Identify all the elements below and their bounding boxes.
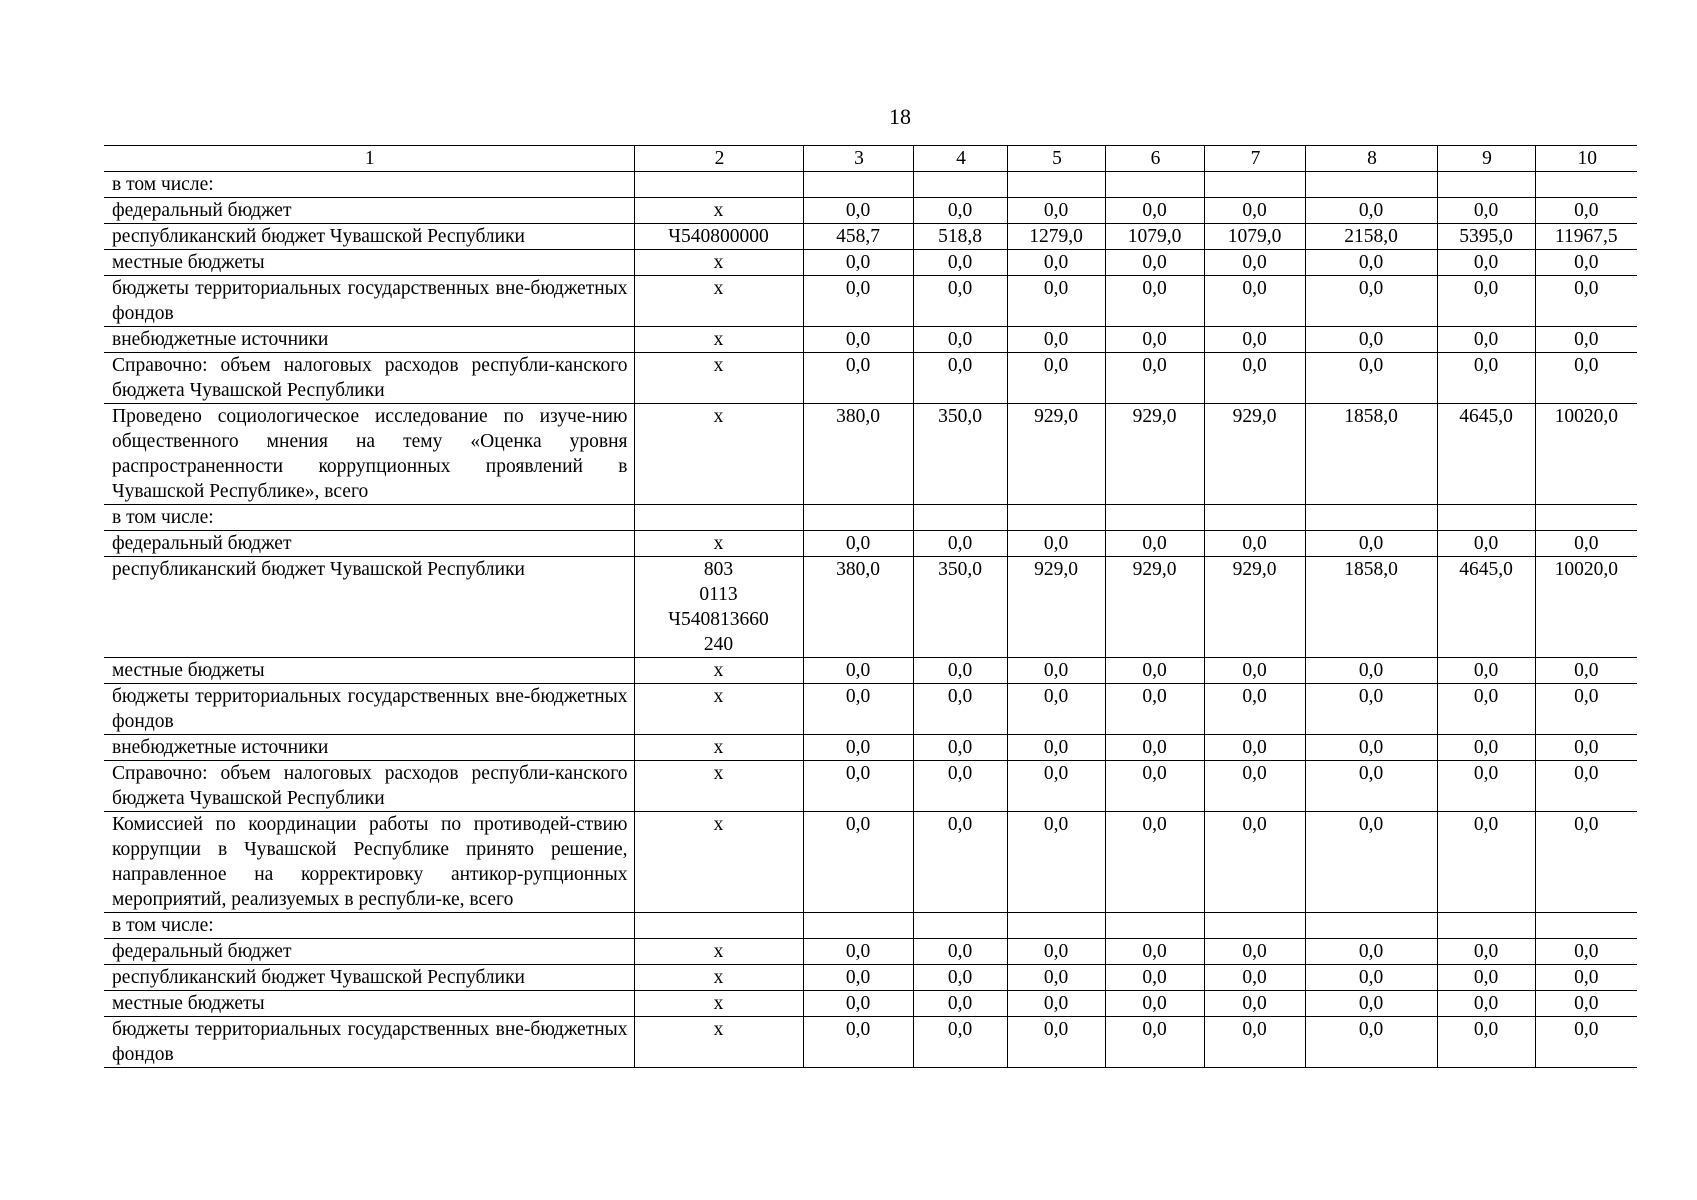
value-cell: 0,0 xyxy=(1305,761,1437,812)
value-cell: 0,0 xyxy=(1535,965,1637,991)
value-cell: 929,0 xyxy=(1007,404,1105,505)
value-cell: 0,0 xyxy=(1204,353,1305,404)
column-header: 9 xyxy=(1437,146,1535,172)
value-cell: 0,0 xyxy=(1535,327,1637,353)
row-label: Комиссией по координации работы по противодей-ствию коррупции в Чувашской Республике принято решение, направленное на корректировку антикор-рупционных мероприятий, реализуемых в республи-ке, всего xyxy=(104,812,634,913)
value-cell: 0,0 xyxy=(1535,735,1637,761)
column-header: 2 xyxy=(634,146,803,172)
value-cell: 0,0 xyxy=(1105,812,1204,913)
value-cell: 0,0 xyxy=(913,276,1007,327)
value-cell: 0,0 xyxy=(1105,327,1204,353)
value-cell: 0,0 xyxy=(1535,198,1637,224)
table-row xyxy=(104,761,1637,812)
budget-code: х xyxy=(634,404,803,505)
row-label: федеральный бюджет xyxy=(104,939,634,965)
value-cell xyxy=(1007,505,1105,531)
value-cell: 380,0 xyxy=(803,404,913,505)
value-cell: 518,8 xyxy=(913,224,1007,250)
value-cell: 0,0 xyxy=(913,684,1007,735)
value-cell: 0,0 xyxy=(803,531,913,557)
value-cell: 0,0 xyxy=(1305,684,1437,735)
budget-code: х xyxy=(634,327,803,353)
value-cell: 0,0 xyxy=(803,250,913,276)
value-cell: 0,0 xyxy=(1007,812,1105,913)
value-cell: 0,0 xyxy=(913,198,1007,224)
value-cell: 0,0 xyxy=(1007,965,1105,991)
value-cell: 0,0 xyxy=(1007,327,1105,353)
budget-code xyxy=(634,505,803,531)
value-cell xyxy=(1535,913,1637,939)
value-cell: 0,0 xyxy=(803,198,913,224)
value-cell: 0,0 xyxy=(803,327,913,353)
value-cell: 0,0 xyxy=(1535,939,1637,965)
table-row xyxy=(104,1017,1637,1068)
value-cell: 1279,0 xyxy=(1007,224,1105,250)
value-cell: 0,0 xyxy=(803,812,913,913)
column-header: 8 xyxy=(1305,146,1437,172)
row-label: внебюджетные источники xyxy=(104,735,634,761)
column-header: 3 xyxy=(803,146,913,172)
table-row xyxy=(104,505,1637,531)
budget-code: х xyxy=(634,198,803,224)
row-label: федеральный бюджет xyxy=(104,198,634,224)
value-cell xyxy=(803,505,913,531)
value-cell: 0,0 xyxy=(1204,250,1305,276)
value-cell: 0,0 xyxy=(803,276,913,327)
table-row xyxy=(104,353,1637,404)
value-cell xyxy=(1437,913,1535,939)
value-cell: 10020,0 xyxy=(1535,404,1637,505)
value-cell: 0,0 xyxy=(1437,276,1535,327)
value-cell: 0,0 xyxy=(1204,1017,1305,1068)
value-cell: 0,0 xyxy=(1105,353,1204,404)
page-number: 18 xyxy=(889,104,911,129)
column-header: 7 xyxy=(1204,146,1305,172)
value-cell: 0,0 xyxy=(1105,965,1204,991)
value-cell: 0,0 xyxy=(1535,991,1637,1017)
value-cell: 0,0 xyxy=(1305,965,1437,991)
value-cell: 0,0 xyxy=(1007,531,1105,557)
value-cell xyxy=(1204,172,1305,198)
value-cell xyxy=(1007,172,1105,198)
value-cell: 2158,0 xyxy=(1305,224,1437,250)
budget-code: х xyxy=(634,276,803,327)
value-cell: 1858,0 xyxy=(1305,404,1437,505)
value-cell: 0,0 xyxy=(1007,276,1105,327)
value-cell: 0,0 xyxy=(1007,735,1105,761)
value-cell: 4645,0 xyxy=(1437,404,1535,505)
table-header-row xyxy=(104,146,1637,172)
value-cell xyxy=(1437,505,1535,531)
value-cell: 0,0 xyxy=(1535,353,1637,404)
value-cell xyxy=(1105,913,1204,939)
budget-table xyxy=(104,145,1637,1068)
budget-code: х xyxy=(634,735,803,761)
value-cell: 458,7 xyxy=(803,224,913,250)
row-label: бюджеты территориальных государственных вне-бюджетных фондов xyxy=(104,684,634,735)
value-cell: 0,0 xyxy=(1204,276,1305,327)
value-cell: 0,0 xyxy=(1105,939,1204,965)
value-cell: 0,0 xyxy=(1437,353,1535,404)
budget-code: Ч540800000 xyxy=(634,224,803,250)
table-row xyxy=(104,684,1637,735)
value-cell: 0,0 xyxy=(913,327,1007,353)
column-header: 6 xyxy=(1105,146,1204,172)
row-label: в том числе: xyxy=(104,913,634,939)
value-cell: 0,0 xyxy=(913,735,1007,761)
value-cell: 11967,5 xyxy=(1535,224,1637,250)
row-label: внебюджетные источники xyxy=(104,327,634,353)
value-cell: 0,0 xyxy=(1204,939,1305,965)
row-label: в том числе: xyxy=(104,172,634,198)
value-cell: 380,0 xyxy=(803,557,913,658)
value-cell: 0,0 xyxy=(803,684,913,735)
value-cell: 929,0 xyxy=(1105,404,1204,505)
value-cell: 0,0 xyxy=(1105,531,1204,557)
table-row xyxy=(104,658,1637,684)
row-label: Справочно: объем налоговых расходов республи-канского бюджета Чувашской Республики xyxy=(104,761,634,812)
budget-code: х xyxy=(634,761,803,812)
row-label: Справочно: объем налоговых расходов республи-канского бюджета Чувашской Республики xyxy=(104,353,634,404)
table-row xyxy=(104,939,1637,965)
value-cell: 0,0 xyxy=(1105,198,1204,224)
row-label: республиканский бюджет Чувашской Республики xyxy=(104,557,634,658)
table-row xyxy=(104,250,1637,276)
value-cell xyxy=(1535,505,1637,531)
value-cell: 0,0 xyxy=(1305,531,1437,557)
value-cell xyxy=(1437,172,1535,198)
value-cell xyxy=(913,505,1007,531)
value-cell: 0,0 xyxy=(1305,276,1437,327)
value-cell: 0,0 xyxy=(913,353,1007,404)
value-cell: 0,0 xyxy=(1437,658,1535,684)
value-cell: 350,0 xyxy=(913,404,1007,505)
budget-code-line: 803 xyxy=(703,559,734,580)
value-cell: 0,0 xyxy=(1437,531,1535,557)
column-header: 10 xyxy=(1535,146,1637,172)
value-cell: 0,0 xyxy=(1007,761,1105,812)
value-cell: 0,0 xyxy=(1105,684,1204,735)
value-cell: 1079,0 xyxy=(1204,224,1305,250)
value-cell: 0,0 xyxy=(1437,1017,1535,1068)
value-cell: 1858,0 xyxy=(1305,557,1437,658)
value-cell xyxy=(1305,505,1437,531)
value-cell: 0,0 xyxy=(803,1017,913,1068)
value-cell: 0,0 xyxy=(1007,250,1105,276)
value-cell xyxy=(1305,913,1437,939)
value-cell: 5395,0 xyxy=(1437,224,1535,250)
table-row xyxy=(104,735,1637,761)
value-cell: 0,0 xyxy=(1305,939,1437,965)
value-cell xyxy=(1105,505,1204,531)
value-cell: 0,0 xyxy=(1437,991,1535,1017)
value-cell: 0,0 xyxy=(1437,735,1535,761)
budget-code xyxy=(634,913,803,939)
budget-code: х xyxy=(634,991,803,1017)
table-row xyxy=(104,965,1637,991)
row-label: бюджеты территориальных государственных вне-бюджетных фондов xyxy=(104,276,634,327)
value-cell: 0,0 xyxy=(803,761,913,812)
value-cell: 0,0 xyxy=(1535,684,1637,735)
value-cell: 0,0 xyxy=(1204,658,1305,684)
row-label: Проведено социологическое исследование по изуче-нию общественного мнения на тему «Оценка уровня распространенности коррупционных проявлений в Чувашской Республике», всего xyxy=(104,404,634,505)
value-cell: 0,0 xyxy=(1305,1017,1437,1068)
value-cell: 0,0 xyxy=(1007,1017,1105,1068)
budget-code xyxy=(634,557,803,658)
value-cell: 0,0 xyxy=(1204,761,1305,812)
value-cell: 0,0 xyxy=(1437,198,1535,224)
value-cell: 0,0 xyxy=(913,965,1007,991)
value-cell: 0,0 xyxy=(1204,198,1305,224)
value-cell: 0,0 xyxy=(1007,198,1105,224)
value-cell: 0,0 xyxy=(1437,812,1535,913)
budget-code-line: 240 xyxy=(703,634,734,655)
value-cell: 0,0 xyxy=(1105,991,1204,1017)
value-cell xyxy=(913,913,1007,939)
value-cell: 0,0 xyxy=(803,658,913,684)
budget-code xyxy=(634,172,803,198)
row-label: местные бюджеты xyxy=(104,250,634,276)
row-label: в том числе: xyxy=(104,505,634,531)
value-cell: 0,0 xyxy=(1305,353,1437,404)
value-cell: 929,0 xyxy=(1007,557,1105,658)
value-cell: 0,0 xyxy=(1007,939,1105,965)
value-cell: 0,0 xyxy=(1305,991,1437,1017)
budget-code: х xyxy=(634,1017,803,1068)
value-cell xyxy=(1105,172,1204,198)
value-cell: 0,0 xyxy=(1105,761,1204,812)
value-cell xyxy=(803,172,913,198)
value-cell: 0,0 xyxy=(913,761,1007,812)
value-cell: 0,0 xyxy=(913,1017,1007,1068)
budget-code: х xyxy=(634,684,803,735)
table-row xyxy=(104,531,1637,557)
value-cell: 0,0 xyxy=(913,991,1007,1017)
value-cell: 1079,0 xyxy=(1105,224,1204,250)
value-cell: 0,0 xyxy=(1305,658,1437,684)
table-row xyxy=(104,991,1637,1017)
row-label: бюджеты территориальных государственных вне-бюджетных фондов xyxy=(104,1017,634,1068)
value-cell: 10020,0 xyxy=(1535,557,1637,658)
row-label: местные бюджеты xyxy=(104,658,634,684)
value-cell: 0,0 xyxy=(1204,531,1305,557)
table-row xyxy=(104,404,1637,505)
value-cell: 929,0 xyxy=(1105,557,1204,658)
value-cell: 0,0 xyxy=(913,939,1007,965)
value-cell: 0,0 xyxy=(1204,684,1305,735)
value-cell: 0,0 xyxy=(1437,939,1535,965)
budget-code: х xyxy=(634,812,803,913)
value-cell: 0,0 xyxy=(803,991,913,1017)
value-cell: 0,0 xyxy=(1007,353,1105,404)
value-cell xyxy=(803,913,913,939)
value-cell: 0,0 xyxy=(913,812,1007,913)
value-cell xyxy=(913,172,1007,198)
value-cell xyxy=(1204,913,1305,939)
value-cell: 0,0 xyxy=(803,965,913,991)
value-cell: 0,0 xyxy=(1204,735,1305,761)
value-cell: 0,0 xyxy=(1204,812,1305,913)
value-cell: 0,0 xyxy=(1007,658,1105,684)
value-cell: 0,0 xyxy=(1535,250,1637,276)
value-cell: 0,0 xyxy=(1204,965,1305,991)
budget-code: х xyxy=(634,531,803,557)
value-cell: 0,0 xyxy=(913,531,1007,557)
value-cell: 0,0 xyxy=(1204,991,1305,1017)
row-label: республиканский бюджет Чувашской Республики xyxy=(104,965,634,991)
value-cell: 0,0 xyxy=(1535,276,1637,327)
value-cell: 4645,0 xyxy=(1437,557,1535,658)
row-label: федеральный бюджет xyxy=(104,531,634,557)
value-cell: 350,0 xyxy=(913,557,1007,658)
budget-code: х xyxy=(634,250,803,276)
table-row xyxy=(104,198,1637,224)
value-cell: 0,0 xyxy=(1105,658,1204,684)
value-cell: 0,0 xyxy=(1105,735,1204,761)
value-cell: 0,0 xyxy=(803,735,913,761)
value-cell: 929,0 xyxy=(1204,557,1305,658)
budget-code: х xyxy=(634,939,803,965)
budget-code-line: 0113 xyxy=(699,584,738,605)
budget-code: х xyxy=(634,353,803,404)
column-header: 1 xyxy=(104,146,634,172)
value-cell: 0,0 xyxy=(1437,684,1535,735)
value-cell: 0,0 xyxy=(1535,1017,1637,1068)
table-body xyxy=(104,146,1637,1068)
budget-code: х xyxy=(634,658,803,684)
value-cell: 0,0 xyxy=(1535,658,1637,684)
value-cell: 0,0 xyxy=(1105,1017,1204,1068)
row-label: республиканский бюджет Чувашской Республики xyxy=(104,224,634,250)
row-label: местные бюджеты xyxy=(104,991,634,1017)
value-cell: 929,0 xyxy=(1204,404,1305,505)
value-cell: 0,0 xyxy=(1305,198,1437,224)
table-row xyxy=(104,812,1637,913)
value-cell: 0,0 xyxy=(1305,735,1437,761)
column-header: 5 xyxy=(1007,146,1105,172)
value-cell: 0,0 xyxy=(1305,250,1437,276)
value-cell xyxy=(1535,172,1637,198)
value-cell xyxy=(1204,505,1305,531)
column-header: 4 xyxy=(913,146,1007,172)
value-cell: 0,0 xyxy=(1437,327,1535,353)
table-row xyxy=(104,224,1637,250)
value-cell: 0,0 xyxy=(1105,276,1204,327)
value-cell: 0,0 xyxy=(1437,761,1535,812)
value-cell: 0,0 xyxy=(1535,531,1637,557)
value-cell: 0,0 xyxy=(1105,250,1204,276)
value-cell: 0,0 xyxy=(1437,250,1535,276)
budget-code: х xyxy=(634,965,803,991)
value-cell: 0,0 xyxy=(1305,327,1437,353)
table-row xyxy=(104,557,1637,658)
value-cell xyxy=(1305,172,1437,198)
table-row xyxy=(104,276,1637,327)
value-cell: 0,0 xyxy=(1305,812,1437,913)
budget-code-line: Ч540813660 xyxy=(668,609,769,630)
value-cell: 0,0 xyxy=(803,939,913,965)
table-row xyxy=(104,327,1637,353)
value-cell: 0,0 xyxy=(1437,965,1535,991)
value-cell: 0,0 xyxy=(803,353,913,404)
value-cell: 0,0 xyxy=(913,658,1007,684)
value-cell: 0,0 xyxy=(1535,812,1637,913)
value-cell: 0,0 xyxy=(1535,761,1637,812)
value-cell: 0,0 xyxy=(1007,684,1105,735)
value-cell: 0,0 xyxy=(913,250,1007,276)
value-cell: 0,0 xyxy=(1204,327,1305,353)
table-row xyxy=(104,172,1637,198)
table-row xyxy=(104,913,1637,939)
value-cell xyxy=(1007,913,1105,939)
value-cell: 0,0 xyxy=(1007,991,1105,1017)
